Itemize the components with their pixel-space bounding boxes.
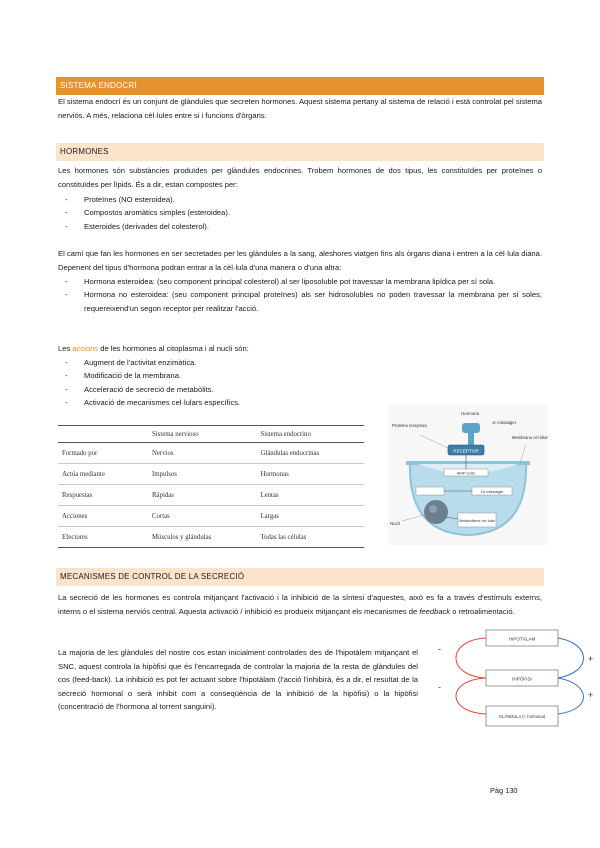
list-item: - Compostos aromàtics simples (esteroidea).: [58, 206, 542, 219]
messenger-box-left: [416, 487, 444, 495]
diagram-label: Metabolisme cel·lular: [459, 519, 495, 523]
nucleolus-shape: [429, 505, 437, 513]
minus-sign: -: [438, 644, 441, 654]
list-item: - Activació de mecanismes cel·lulars específics.: [58, 396, 542, 409]
page-number: Pàg 130: [490, 786, 518, 795]
diagram-label: Hormona: [460, 411, 480, 416]
list-item: - Acceleració de secreció de metabòlits.: [58, 383, 542, 396]
list-item: - Hormona esteroidea: (seu component principal colesterol) al ser liposoluble pot travessar la membrana lipídica per sí sola.: [58, 275, 542, 288]
table-row: [58, 485, 364, 506]
nucleus-shape: [424, 500, 448, 524]
table-cell: Acciones: [58, 506, 148, 527]
table-cell: Músculos y glándulas: [148, 527, 256, 548]
table-row: [58, 506, 364, 527]
table-cell: Cortas: [148, 506, 256, 527]
loop-arc-lower-left: [456, 678, 486, 714]
diagram-label: Nucli: [390, 521, 400, 526]
table-header: Sistema endocrino: [256, 426, 364, 443]
table-cell: Glándulas endocrinas: [256, 443, 364, 464]
actions-intro: [58, 342, 542, 356]
plus-sign: +: [588, 690, 594, 700]
control-paragraph-1: [58, 591, 542, 618]
table-cell: Lentas: [256, 485, 364, 506]
box-label: GLÀNDULA (+ hormona): [498, 714, 546, 719]
diagram-label: RECEPTOR: [453, 448, 479, 454]
diagram-label: AMP cíclic: [456, 470, 476, 476]
diagram-label: 2n missatger: [480, 489, 504, 494]
comparison-table: [58, 425, 364, 548]
loop-arc-upper-left: [456, 638, 486, 678]
list-item: - Hormona no esteroidea: (seu component principal proteïnes) als ser hidrosolubles no poden travessar la membrana per sí soles, requereixend'un segon receptor per realitzar l'acció.: [58, 288, 542, 315]
control-text: o retroalimentació.: [450, 606, 515, 616]
list-item: - Modificació de la membrana.: [58, 369, 542, 382]
list-item: - Esteroides (derivades del colesterol).: [58, 220, 542, 233]
box-label: HIPOTÀLAM: [508, 636, 536, 642]
table-cell: Nervios: [148, 443, 256, 464]
table-cell: Actúa mediante: [58, 464, 148, 485]
table-cell: Efectores: [58, 527, 148, 548]
loop-arc-upper-right: [558, 638, 584, 678]
actions-prefix: Les: [58, 344, 73, 353]
composition-list: [58, 193, 542, 233]
hormone-path-paragraph: El camí que fan les hormones en ser secretades per les glàndules a la sang, aleshores viatgen fins als òrgans diana i entren a la cèl·lula diana. Depenent del tipus d'hormona podran entrar a la cèl·lula d'una manera o d'una altra:: [58, 249, 542, 272]
list-item: - Proteïnes (NO esteroidea).: [58, 193, 542, 206]
hormone-receptor-diagram: [388, 405, 548, 545]
table-header: Sistema nervioso: [148, 426, 256, 443]
table-cell: Todas las células: [256, 527, 364, 548]
hormone-shape: [462, 423, 480, 433]
table-cell: Formado por: [58, 443, 148, 464]
hormone-types-list: [58, 275, 542, 315]
diagram-label: Membrana cel·lular: [512, 435, 548, 440]
table-row: [58, 464, 364, 485]
actions-list: [58, 356, 542, 409]
table-cell: Impulsos: [148, 464, 256, 485]
table-row: [58, 527, 364, 548]
hormones-heading: HORMONES: [56, 143, 544, 161]
table-header: [58, 426, 148, 443]
control-heading: MECANISMES DE CONTROL DE LA SECRECIÓ: [56, 568, 544, 586]
table-header-row: [58, 426, 364, 443]
loop-arc-lower-right: [558, 678, 584, 714]
diagram-label: 1r missatger: [492, 420, 517, 425]
control-paragraph-2: La majoria de les glàndules del nostre cos estan inicialment controlades des de l'hipotàlem mitjançant el SNC, aquest controla la hipòfisi que és l'encarregada de controlar la majoria de la resta de glàndules del cos (feed-back). La inhibició es pot fer actuant sobre l'hipotàlam (l'acció l'inhibirà, és a dir, el resultat de la secreció hormonal o serà inhibit com a conseqüència de la inhibició de la hipòfisi) o la hipòfisi (concentració de l'hormona al torrent sanguini).: [58, 648, 418, 711]
table-cell: Rápidas: [148, 485, 256, 506]
actions-suffix: de les hormones al citoplasma i al nucli són:: [98, 344, 249, 353]
hormones-paragraph: Les hormones són substàncies produïdes per glàndules endocrines. Trobem hormones de dos tipus, les constituïdes per proteïnes o constituïdes per lípids. És a dir, estan compostes per:: [58, 166, 542, 189]
plus-sign: +: [588, 654, 594, 664]
feedback-loop-diagram: [432, 628, 600, 736]
diagram-label: Proteïna receptora: [392, 423, 427, 428]
section-title: SISTEMA ENDOCRÍ: [56, 77, 544, 95]
actions-emphasis: accions: [72, 344, 99, 353]
box-label: HIPÒFISI: [512, 676, 532, 682]
table-cell: Hormonas: [256, 464, 364, 485]
intro-paragraph: El sistema endocrí és un conjunt de glàndules que secreten hormones. Aquest sistema pertany al sistema de relació i està controlat pel sistema nerviós. A més, relaciona cèl·lules entre si i funcions d'òrgans.: [58, 97, 542, 120]
list-item: - Augment de l'activitat enzimàtica.: [58, 356, 542, 369]
feedback-emphasis: feedback: [419, 606, 451, 616]
table-row: [58, 443, 364, 464]
control-text: La secreció de les hormones es controla mitjançant l'activació i la inhibició de la síntesi d'aquestes, això es fa a través d'estímuls externs, interns o el sistema nerviós central. Aquesta activació / inhibició es produeix mitjançant els mecanismes de: [58, 593, 542, 616]
table-cell: Respuestas: [58, 485, 148, 506]
table-cell: Largas: [256, 506, 364, 527]
minus-sign: -: [438, 682, 441, 692]
